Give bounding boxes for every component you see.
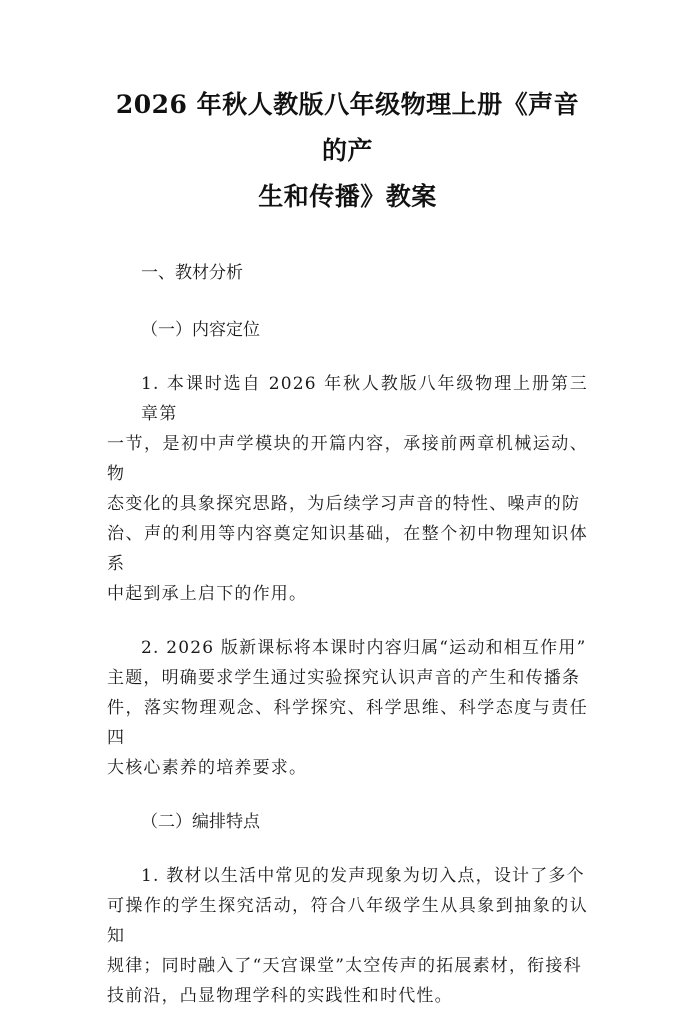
subsection-heading-content-positioning: （一）内容定位 [141,320,260,340]
paragraph-3-line: 技前沿，凸显物理学科的实践性和时代性。 [107,986,453,1006]
paragraph-2-line: 主题，明确要求学生通过实验探究认识声音的产生和传播条 [107,668,581,688]
paragraph-2 [107,633,588,783]
paragraph-1-line: 1. 本课时选自 2026 年秋人教版八年级物理上册第三章第 [141,374,588,424]
paragraph-1-line: 治、声的利用等内容奠定知识基础，在整个初中物理知识体系 [107,524,588,574]
paragraph-2-line: 大核心素养的培养要求。 [107,758,308,778]
paragraph-3 [107,861,588,1011]
paragraph-1-line: 中起到承上启下的作用。 [107,584,308,604]
paragraph-1-line: 一节，是初中声学模块的开篇内容，承接前两章机械运动、物 [107,434,588,484]
paragraph-1 [107,369,588,609]
paragraph-2-line: 件，落实物理观念、科学探究、科学思维、科学态度与责任四 [107,698,588,748]
title-line-1: 2026 年秋人教版八年级物理上册《声音的产 [115,90,580,165]
paragraph-3-line: 1. 教材以生活中常见的发声现象为切入点，设计了多个 [141,866,585,886]
paragraph-3-line: 可操作的学生探究活动，符合八年级学生从具象到抽象的认知 [107,896,588,946]
document-title [107,82,588,220]
subsection-heading-arrangement-features: （二）编排特点 [141,812,260,832]
paragraph-2-line: 2. 2026 版新课标将本课时内容归属“运动和相互作用” [141,638,587,658]
title-line-2: 生和传播》教案 [258,182,437,211]
paragraph-1-line: 态变化的具象探究思路，为后续学习声音的特性、噪声的防 [107,494,581,514]
section-heading-teaching-material-analysis: 一、教材分析 [141,263,243,283]
paragraph-3-line: 规律；同时融入了“天宫课堂”太空传声的拓展素材，衔接科 [107,956,582,976]
